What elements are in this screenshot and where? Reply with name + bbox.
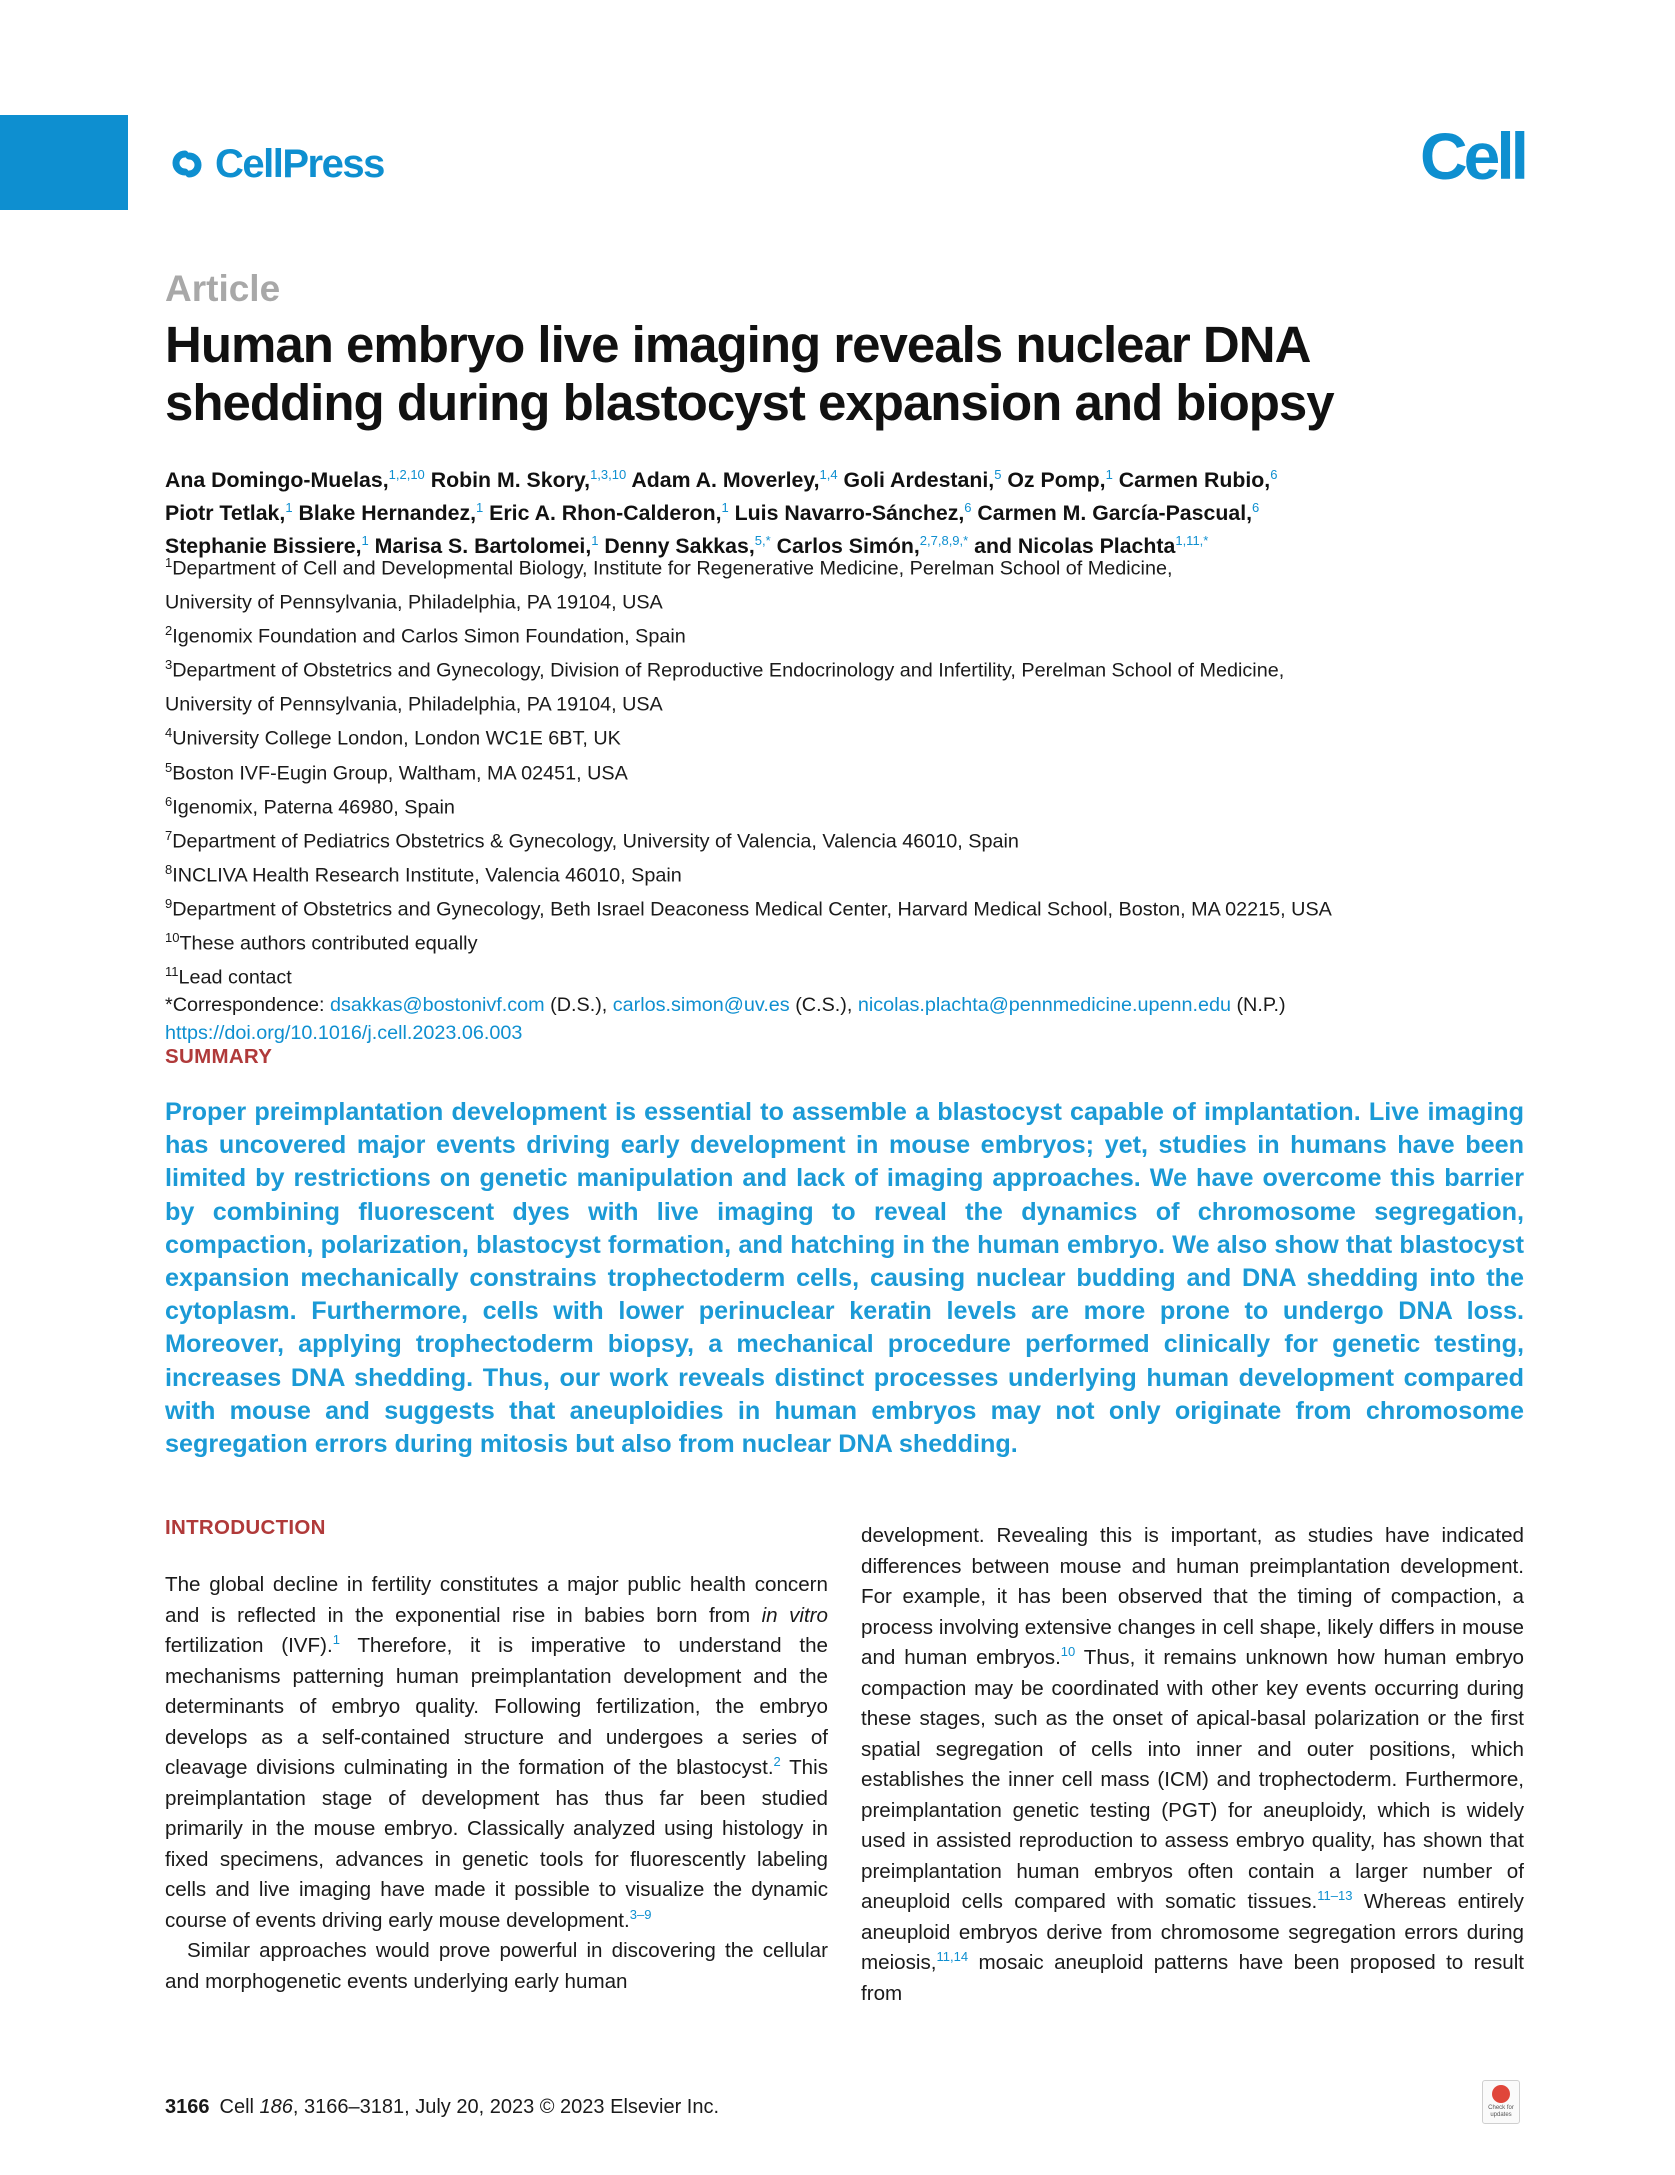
affiliation-number: 1 xyxy=(165,555,173,570)
author-affil-sup[interactable]: 6 xyxy=(1270,467,1278,482)
correspondence-initials: (D.S.), xyxy=(544,994,613,1017)
affiliation-number: 6 xyxy=(165,793,173,809)
badge-label: Check for updates xyxy=(1488,2105,1514,2118)
introduction-heading: INTRODUCTION xyxy=(165,1516,326,1539)
author-affil-sup[interactable]: 1,11,* xyxy=(1175,533,1209,549)
affiliation-text: INCLIVA Health Research Institute, Valencia 46010, Spain xyxy=(172,864,682,887)
author-name[interactable]: Stephanie Bissiere, xyxy=(165,534,362,559)
author-name[interactable]: Luis Navarro-Sánchez, xyxy=(728,501,965,526)
affiliation-text: Department of Obstetrics and Gynecology, Beth Israel Deaconess Medical Center, Harvard Medical School, Boston, MA 02215, USA xyxy=(172,898,1332,921)
author-name[interactable]: and Nicolas Plachta xyxy=(968,534,1176,559)
intro-paragraph xyxy=(165,1570,828,1936)
author-name[interactable]: Robin M. Skory, xyxy=(424,468,591,493)
affiliation-number: 4 xyxy=(165,725,173,741)
author-name[interactable]: Blake Hernandez, xyxy=(292,501,477,526)
citation-ref[interactable]: 1 xyxy=(332,1632,340,1648)
author-name[interactable]: Adam A. Moverley, xyxy=(626,468,820,493)
intro-text: Thus, it remains unknown how human embryo compaction may be coordinated with other key events occurring during these stages, such as the onset of apical-basal polarization or the first spatial segregation of cells into inner and outer positions, which establishes the inner cell mass (ICM) and trophectoderm. Furthermore, preimplantation genetic testing (PGT) for aneuploidy, which is widely used in assisted reproduction to assess embryo quality, has shown that preimplantation human embryos often contain a larger number of aneuploid cells compared with somatic tissues. xyxy=(861,1646,1524,1913)
cellpress-wordmark: CellPress xyxy=(215,141,384,186)
intro-right-column xyxy=(861,1521,1524,2009)
affiliation-line xyxy=(165,685,1545,719)
affiliation-number: 7 xyxy=(165,827,173,843)
author-name[interactable]: Carmen M. García-Pascual, xyxy=(971,501,1253,526)
affiliation-text: University of Pennsylvania, Philadelphia, PA 19104, USA xyxy=(165,693,663,716)
affiliation-text: Igenomix, Paterna 46980, Spain xyxy=(172,796,455,819)
footer-journal: Cell xyxy=(219,2096,260,2118)
affiliation-number: 2 xyxy=(165,623,173,639)
affiliation-line xyxy=(165,890,1545,924)
author-name[interactable]: Oz Pomp, xyxy=(1001,468,1106,493)
author-list xyxy=(165,461,1525,560)
affiliation-line xyxy=(165,958,1545,992)
author-affil-sup[interactable]: 1,3,10 xyxy=(590,467,627,482)
affiliation-text: Department of Obstetrics and Gynecology, Division of Reproductive Endocrinology and Infertility, Perelman School of Medicine, xyxy=(172,659,1285,682)
email-link[interactable]: carlos.simon@uv.es xyxy=(612,994,790,1017)
affiliation-number: 11 xyxy=(165,964,179,980)
author-name[interactable]: Eric A. Rhon-Calderon, xyxy=(483,501,722,526)
author-line xyxy=(165,494,1525,527)
update-check-icon xyxy=(1492,2085,1510,2103)
citation-ref[interactable]: 11,14 xyxy=(936,1949,969,1965)
cellpress-link-icon xyxy=(165,144,209,184)
citation-ref[interactable]: 10 xyxy=(1060,1644,1076,1660)
summary-heading: SUMMARY xyxy=(165,1045,273,1068)
footer-volume: 186 xyxy=(259,2096,293,2118)
email-link[interactable]: nicolas.plachta@pennmedicine.upenn.edu xyxy=(857,994,1231,1017)
citation-ref[interactable]: 3–9 xyxy=(629,1906,652,1922)
intro-text: fertilization (IVF). xyxy=(165,1634,333,1657)
affiliation-text: Department of Cell and Developmental Biology, Institute for Regenerative Medicine, Perelman School of Medicine, xyxy=(172,557,1173,580)
intro-text: Therefore, it is imperative to understand the mechanisms patterning human preimplantation development and the determinants of embryo quality. Following fertilization, the embryo develops as a self-contained structure and undergoes a series of cleavage divisions culminating in the formation of the blastocyst. xyxy=(165,1634,828,1779)
author-affil-sup[interactable]: 1 xyxy=(591,533,599,549)
author-affil-sup[interactable]: 1,4 xyxy=(819,467,838,482)
author-affil-sup[interactable]: 1,2,10 xyxy=(388,467,425,482)
affiliation-text: University College London, London WC1E 6BT, UK xyxy=(172,728,621,751)
author-affil-sup[interactable]: 5,* xyxy=(754,533,771,549)
author-name[interactable]: Denny Sakkas, xyxy=(598,534,755,559)
intro-text: Whereas entirely aneuploid embryos derive from chromosome segregation errors during meiosis, xyxy=(861,1890,1524,1974)
correspondence-initials: (C.S.), xyxy=(789,994,858,1017)
intro-text: This preimplantation stage of development has thus far been studied primarily in the mouse embryo. Classically analyzed using histology in fixed specimens, advances in genetic tools for fluorescently labeling cells and live imaging have made it possible to visualize the dynamic course of events driving early mouse development. xyxy=(165,1756,828,1932)
author-name[interactable]: Carmen Rubio, xyxy=(1112,468,1271,493)
author-name[interactable]: Goli Ardestani, xyxy=(837,468,995,493)
author-affil-sup[interactable]: 1 xyxy=(1105,467,1113,482)
affiliation-line xyxy=(165,924,1545,958)
author-name[interactable]: Marisa S. Bartolomei, xyxy=(368,534,592,559)
correspondence-line xyxy=(165,992,1545,1020)
citation-ref[interactable]: 11–13 xyxy=(1317,1888,1353,1904)
affiliation-text: University of Pennsylvania, Philadelphia, PA 19104, USA xyxy=(165,591,663,614)
citation-ref[interactable]: 2 xyxy=(773,1754,781,1770)
affiliation-text: Boston IVF-Eugin Group, Waltham, MA 02451, USA xyxy=(172,762,628,785)
check-for-updates-badge[interactable] xyxy=(1482,2080,1520,2124)
author-affil-sup[interactable]: 1 xyxy=(476,500,484,516)
intro-paragraph: Similar approaches would prove powerful in discovering the cellular and morphogenetic events underlying early human xyxy=(165,1939,828,1993)
intro-text: The global decline in fertility constitutes a major public health concern and is reflected in the exponential rise in babies born from xyxy=(165,1573,828,1627)
affiliation-number: 9 xyxy=(165,895,173,911)
email-link[interactable]: dsakkas@bostonivf.com xyxy=(329,994,545,1017)
author-name[interactable]: Piotr Tetlak, xyxy=(165,501,286,526)
affiliations-block xyxy=(165,549,1545,1047)
affiliation-line xyxy=(165,651,1545,685)
cell-journal-logo[interactable]: Cell xyxy=(1419,119,1525,193)
author-affil-sup[interactable]: 1 xyxy=(721,500,729,516)
corner-color-block xyxy=(0,115,128,210)
author-line xyxy=(165,461,1525,494)
affiliation-text: Igenomix Foundation and Carlos Simon Foundation, Spain xyxy=(172,625,686,648)
author-affil-sup[interactable]: 5 xyxy=(994,467,1002,482)
affiliation-number: 10 xyxy=(165,930,180,946)
intro-italic-term: in vitro xyxy=(761,1603,828,1627)
article-type-label: Article xyxy=(165,268,281,309)
author-name[interactable]: Ana Domingo-Muelas, xyxy=(165,468,389,493)
footer-citation: , 3166–3181, July 20, 2023 © 2023 Elsevier Inc. xyxy=(292,2096,720,2118)
author-affil-sup[interactable]: 2,7,8,9,* xyxy=(919,533,969,549)
cellpress-logo[interactable] xyxy=(165,140,384,188)
intro-left-column xyxy=(165,1516,828,1997)
correspondence-initials: (N.P.) xyxy=(1230,994,1286,1017)
affiliation-number: 8 xyxy=(165,861,173,877)
author-affil-sup[interactable]: 6 xyxy=(1252,500,1260,516)
author-affil-sup[interactable]: 6 xyxy=(964,500,972,516)
affiliation-line xyxy=(165,617,1545,651)
correspondence-label: *Correspondence: xyxy=(165,994,330,1017)
affiliation-text: These authors contributed equally xyxy=(179,932,478,955)
affiliation-text: Lead contact xyxy=(178,966,292,989)
affiliation-line xyxy=(165,754,1545,788)
intro-paragraph xyxy=(861,1521,1524,2009)
affiliation-text: Department of Pediatrics Obstetrics & Gynecology, University of Valencia, Valencia 46010, Spain xyxy=(172,830,1019,853)
affiliation-line xyxy=(165,549,1545,583)
affiliation-number: 5 xyxy=(165,759,173,775)
affiliation-line xyxy=(165,583,1545,617)
article-title: Human embryo live imaging reveals nuclear DNA shedding during blastocyst expansion and biopsy xyxy=(165,316,1334,431)
affiliation-line xyxy=(165,788,1545,822)
intro-text: mosaic aneuploid patterns have been proposed to result from xyxy=(861,1951,1524,2005)
affiliation-line xyxy=(165,822,1545,856)
doi-link[interactable]: https://doi.org/10.1016/j.cell.2023.06.003 xyxy=(165,1021,523,1044)
summary-text: Proper preimplantation development is essential to assemble a blastocyst capable of implantation. Live imaging has uncovered major events driving early development in mouse embryos; yet, studies in humans have been limited by restrictions on genetic manipulation and lack of imaging approaches. We have overcome this barrier by combining fluorescent dyes with live imaging to reveal the dynamics of chromosome segregation, compaction, polarization, blastocyst formation, and hatching in the human embryo. We also show that blastocyst expansion mechanically constrains trophectoderm cells, causing nuclear budding and DNA shedding into the cytoplasm. Furthermore, cells with lower perinuclear keratin levels are more prone to undergo DNA loss. Moreover, applying trophectoderm biopsy, a mechanical procedure performed clinically for genetic testing, increases DNA shedding. Thus, our work reveals distinct processes underlying human development compared with mouse and suggests that aneuploidies in human embryos may not only originate from chromosome segregation errors during mitosis but also from nuclear DNA shedding. xyxy=(165,1098,1524,1459)
affiliation-line xyxy=(165,719,1545,753)
author-name[interactable]: Carlos Simón, xyxy=(770,534,920,559)
intro-text: development. Revealing this is important, as studies have indicated differences between mouse and human preimplantation development. For example, it has been observed that the timing of compaction, a process involving extensive changes in cell shape, likely differs in mouse and human embryos. xyxy=(861,1524,1524,1669)
author-affil-sup[interactable]: 1 xyxy=(361,533,369,549)
author-affil-sup[interactable]: 1 xyxy=(285,500,293,516)
affiliation-number: 3 xyxy=(165,657,173,673)
affiliation-line xyxy=(165,856,1545,890)
page-number: 3166 xyxy=(165,2096,210,2118)
page-footer xyxy=(165,2096,719,2119)
